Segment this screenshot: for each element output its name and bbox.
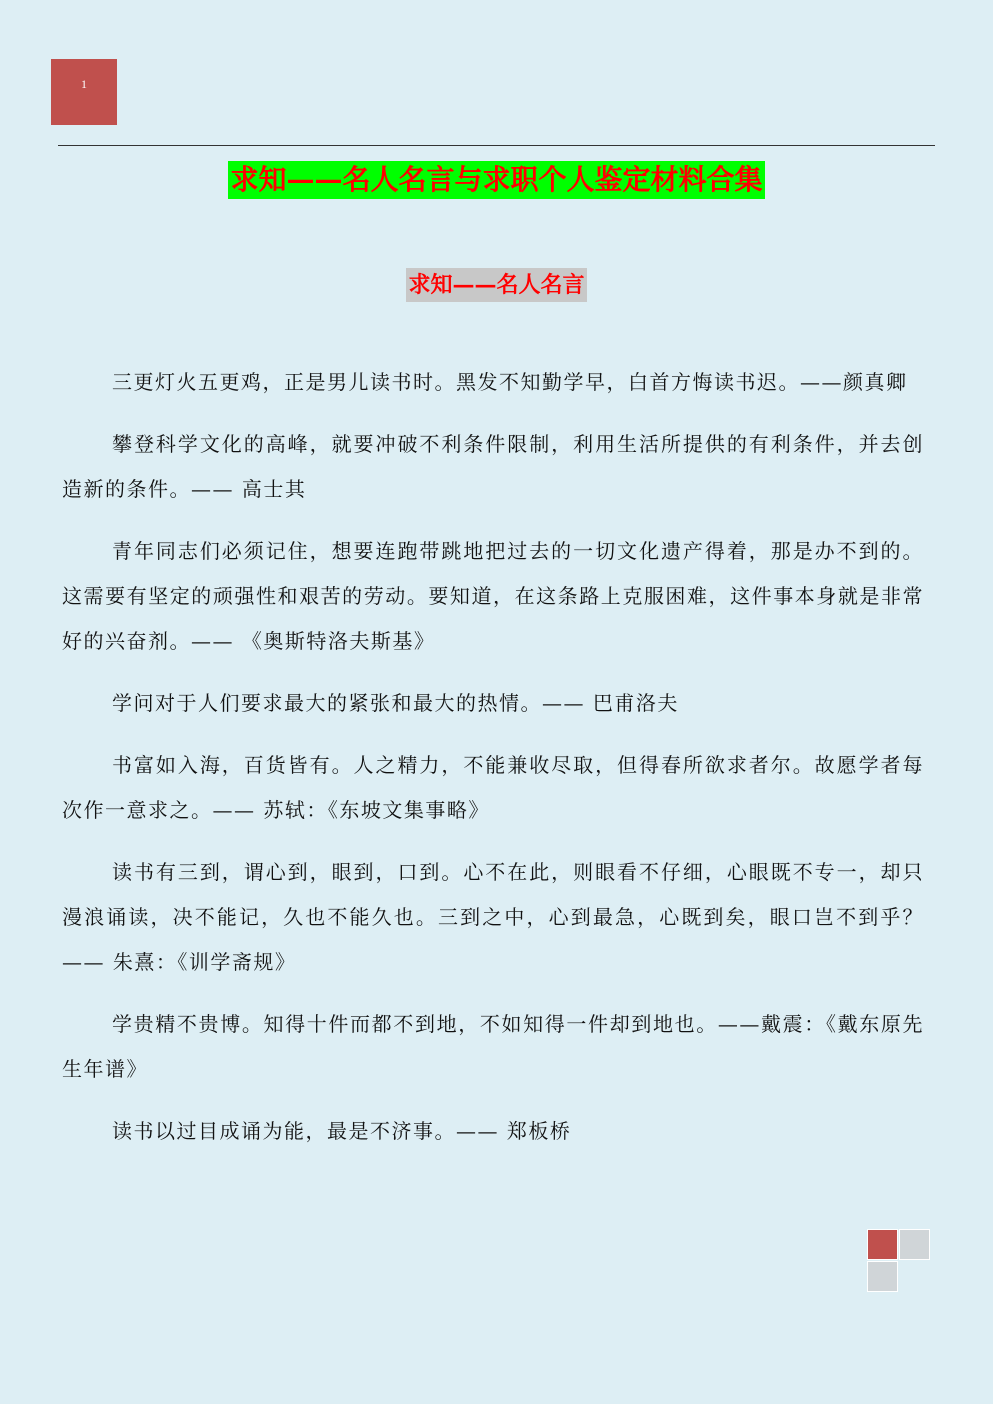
quote-paragraph: 书富如入海，百货皆有。人之精力，不能兼收尽取，但得春所欲求者尔。故愿学者每次作一意求之。—— 苏轼：《东坡文集事略》 xyxy=(62,753,924,822)
section-title: 求知——名人名言 xyxy=(406,268,586,302)
corner-square-gray xyxy=(867,1261,898,1292)
page-number: 1 xyxy=(81,77,87,91)
header-divider xyxy=(58,145,935,146)
quote-paragraph: 攀登科学文化的高峰，就要冲破不利条件限制，利用生活所提供的有利条件，并去创造新的条件。—— 高士其 xyxy=(62,432,924,501)
quote-paragraph: 学问对于人们要求最大的紧张和最大的热情。—— 巴甫洛夫 xyxy=(112,691,679,715)
quote-paragraph: 读书有三到，谓心到，眼到，口到。心不在此，则眼看不仔细，心眼既不专一，却只漫浪诵读，决不能记，久也不能久也。三到之中，心到最急，心既到矣，眼口岂不到乎？ —— 朱熹：《训学斋规》 xyxy=(62,860,924,974)
quote-paragraph: 青年同志们必须记住，想要连跑带跳地把过去的一切文化遗产得着，那是办不到的。这需要有坚定的顽强性和艰苦的劳动。要知道，在这条路上克服困难，这件事本身就是非常好的兴奋剂。—— 《奥斯特洛夫斯基》 xyxy=(62,539,924,653)
quote-paragraph: 三更灯火五更鸡，正是男儿读书时。黑发不知勤学早，白首方悔读书迟。——颜真卿 xyxy=(112,370,908,394)
quote-list xyxy=(62,360,924,1171)
corner-square-red xyxy=(867,1229,898,1260)
title-container xyxy=(0,161,993,199)
subtitle-container xyxy=(0,268,993,302)
corner-square-gray xyxy=(899,1229,930,1260)
page-number-badge xyxy=(51,59,117,125)
quote-paragraph: 读书以过目成诵为能，最是不济事。—— 郑板桥 xyxy=(112,1119,572,1143)
document-title: 求知——名人名言与求职个人鉴定材料合集 xyxy=(228,161,764,199)
corner-decoration-icon xyxy=(866,1228,934,1294)
quote-paragraph: 学贵精不贵博。知得十件而都不到地，不如知得一件却到地也。——戴震：《戴东原先生年谱》 xyxy=(62,1012,924,1081)
